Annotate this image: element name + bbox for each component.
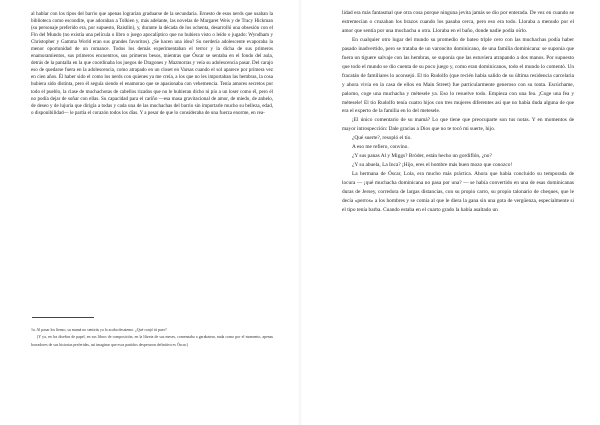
left-body-paragraph: al hablar con los tipos del barrio que apenas lograrían graduarse de la secundaria. Ernesto de esos nerds que usaban la biblioteca como escondite, que adoraban a Tolkien y, más adelante, las novelas de Margaret Weis y de Tracy Hickman (su personaje preferido era, por supuesto, Raistlin), y, durante la década de los ochenta, desarrolló una obsesión con el Fin del Mundo (no existía una película o libro o juego apocalíptico que no hubiera visto o leído o jugado: Wyndham y Christopher y Gamma World eran sus grandes favoritos). ¿Se hacen una idea? Su nerdería adolescente evaporaba la menor oportunidad de un romance. Todos los demás experimentaban el terror y la dicha de sus primeros enamoramientos, sus primeros encuentros, sus primeros besos, mientras que Óscar se sentaba en el fondo del aula, detrás de la pantalla en la que coordinaba los juegos de Dragones y Mazmorras y veía su adolescencia pasar. Del carajo eso de quedarse fuera en la adolescencia, como atrapado en un closet en Varsas cuando el sol aparece por primera vez en cien años. Él haber sido el como los nerds con quienes ya me creía, a los que no les importaban las hembras, la cosa hubiera sido distinta, pero él seguía siendo el enamorao que se apasionaba con vehemencia. Tenía amores secretos por todo el pueblo, la clase de muchachotas de cabellos rizados que no le hubieran dicho ni pío a un loser como él, pero él no podía dejar de soñar con ellas. Su capacidad para el cariño —esa masa gravitacional de amor, de miedo, de anhelo, de deseo y de lujuria que dirigía a todas y cada una de las muchachas del barrio sin importarle mucho su belleza, edad, o disponibilidad— le partía el corazón todos los días. Y a pesar de que lo consideraba de una fuerza enorme, en rea- (31, 11, 273, 116)
right-paragraph: lidad era más fantasmal que otra cosa porque ninguna jevita jamás se dio por enterada. De vez en cuando se estremecían o cruzaban los brazos cuando los pasaba cerca, pero eso era todo. Lloraba a menudo por el amor que sentía por una muchacha u otra. Lloraba en el baño, donde nadie podía oírlo. (342, 10, 574, 34)
right-paragraph: ¡El único comentario de su mamá? Lo que tiene que preocuparte son tus notas. Y en momentos de mayor introspección: Dale gracias a Dios que no te tocó mi suerte, hijo. (342, 117, 574, 133)
footnote-2: (Y ya, en los diseños de papel, en sus libros de composición, en la libreta de sus meses, comenzaba a garabatear, nada como por el momento, apenas borradores de sus historias preferidas, así imaginar que esos partidos desperaron definitiva es Óscar.) (31, 335, 273, 347)
right-paragraph: A eso me refiero, convino. (352, 144, 409, 151)
right-paragraph: ¿Y su abuela, La Inca? ¡Hijo, eres el hombre más buen mozo que conozco! (352, 162, 513, 169)
right-paragraph: La hermana de Óscar, Lola, era mucho más práctica. Ahora que había concluido su temporada de locura — ¡qué muchacha dominicana no pasa por una? — se había convertido en una de esas dominicanas duras de Jersey, corredora de largas distancias, con su propio carro, su propio talonario de cheques, que le decía «perros» a los hombres y se comía al que le diera la gana sin una gota de vergüenza, especialmente si el tipo tenía barba. Cuando estaba en el cuarto grado la había asaltado un (342, 171, 574, 213)
footnote-1: 1a. Al pasar los lienzo, su mamá no sentirás ya lo acaba desaiemo. ¿Qué conjó tú puer? (31, 328, 167, 332)
right-paragraph: ¿Qué suerte?, resopló el tío. (352, 135, 412, 142)
right-paragraph: ¿Y sus panas Al y Miggs? Bróder, están hecho un gordiflón, ¿no? (352, 153, 492, 160)
footnote-divider (32, 317, 94, 318)
right-page (300, 0, 600, 425)
footnotes (31, 327, 273, 349)
right-page-body (342, 9, 574, 215)
right-paragraph: En cualquier otro lugar del mundo su promedio de bateo triple cero con las muchachas podía haber pasado inadvertido, pero se trataba de un varoncito dominicano, de una familia dominicana: se suponía que fuera un tíguere salvaje con las hembras, se suponía que las estuviera atrapando a dos manos. Por supuesto que todo el mundo se dio cuenta de su poco juego y, como eran dominicanos, todo el mundo lo comentó. Un fracatán de familiares lo aconsejó. El tío Rudolfo (que recién había salido de su última residencia carcelaria y ahora vivía en la casa de ellos en Main Street) fue particularmente generoso con su tonta. Escúchame, palomo, coge una muchacha y métesele ya. Eso lo resuelve todo. Empieza con una fea. ¡Coge una fea y métesele! El tío Rudolfo tenía cuatro hijos con tres mujeres diferentes así que no había duda alguna de que era el experto de la familia en lo del metesele. (342, 36, 574, 115)
left-page-body (31, 11, 273, 117)
